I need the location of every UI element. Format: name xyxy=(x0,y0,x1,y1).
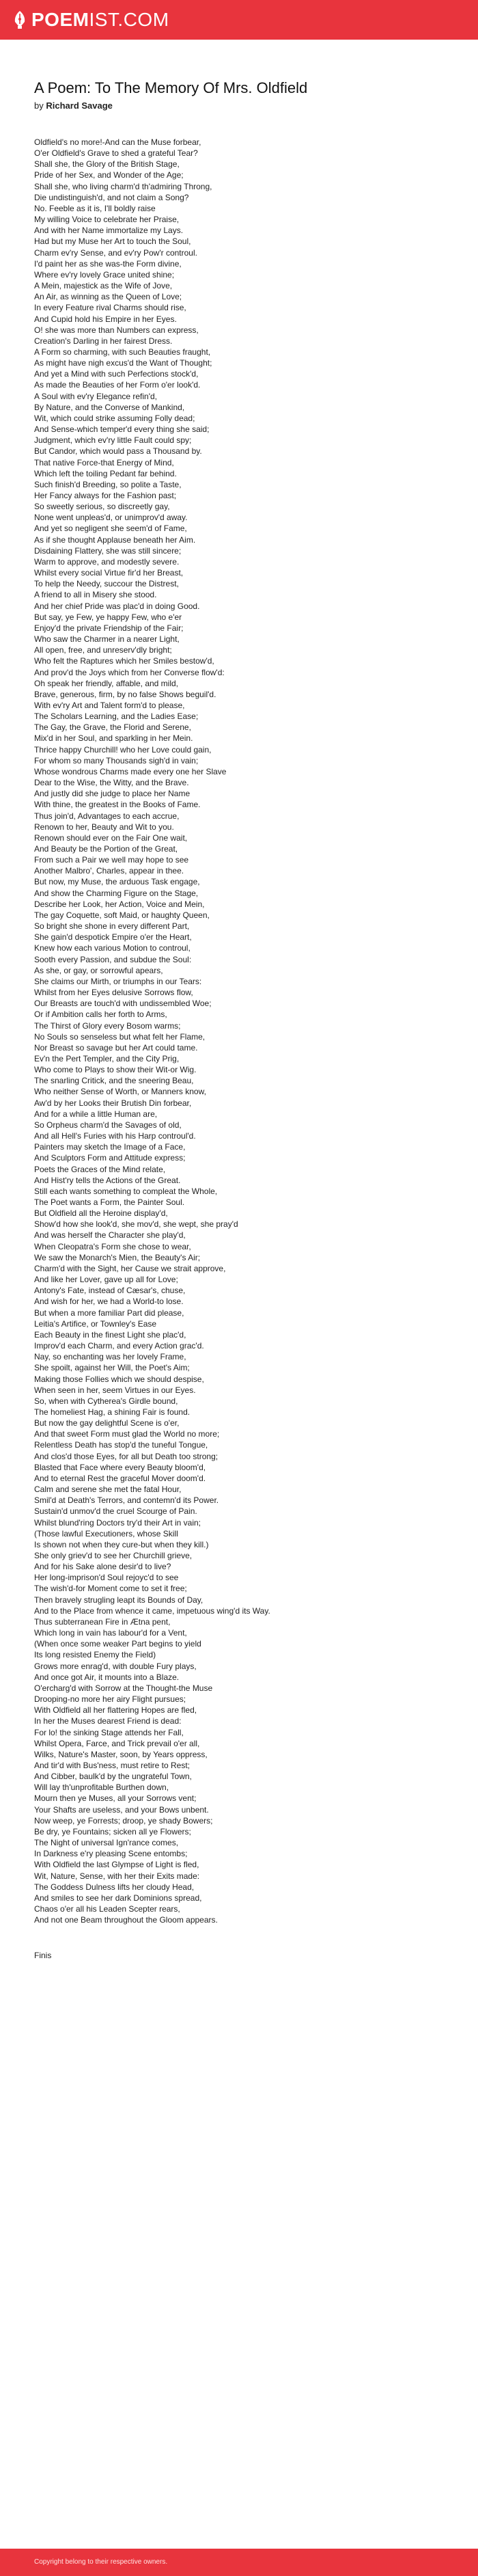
poem-line: In every Feature rival Charms should rise, xyxy=(34,303,186,313)
poem-line: In Darkness e'ry pleasing Scene entombs; xyxy=(34,1849,188,1859)
poem-line: Where ev'ry lovely Grace united shine; xyxy=(34,269,175,280)
poem-line: Whilst from her Eyes delusive Sorrows flow, xyxy=(34,988,193,998)
copyright-text: Copyright belong to their respective owners. xyxy=(34,2558,168,2566)
poem-line: Will lay th'unprofitable Burthen down, xyxy=(34,1782,169,1793)
poem-line: Making those Follies which we should despise, xyxy=(34,1374,204,1384)
poem-line: Mourn then ye Muses, all your Sorrows vent; xyxy=(34,1793,197,1804)
poem-line: And was herself the Character she play'd, xyxy=(34,1230,186,1240)
poem-line: Shall she, the Glory of the British Stage, xyxy=(34,159,180,170)
poem-line: Painters may sketch the Image of a Face, xyxy=(34,1142,186,1152)
poem-line: Whilst every social Virtue fir'd her Breast, xyxy=(34,568,184,578)
poem-line: And all Hell's Furies with his Harp controul'd. xyxy=(34,1131,196,1141)
poem-line: So bright she shone in every different Part, xyxy=(34,921,190,932)
poem-line: O'ercharg'd with Sorrow at the Thought-the Muse xyxy=(34,1683,213,1693)
poem-line: Leitia's Artifice, or Townley's Ease xyxy=(34,1318,157,1329)
poem-line: Warm to approve, and modestly severe. xyxy=(34,556,180,567)
poem-line: Chaos o'er all his Leaden Scepter rears, xyxy=(34,1904,180,1914)
poem-line: Thus subterranean Fire in Ætna pent, xyxy=(34,1616,171,1627)
poem-line: But Candor, which would pass a Thousand by. xyxy=(34,446,202,457)
logo-text-bold: POEM xyxy=(31,9,89,30)
poem-line: But Oldfield all the Heroine display'd, xyxy=(34,1208,168,1219)
poem-line: And Hist'ry tells the Actions of the Great. xyxy=(34,1175,181,1185)
poem-line: Creation's Darling in her fairest Dress. xyxy=(34,336,173,346)
poem-line: Who come to Plays to show their Wit-or Wig. xyxy=(34,1065,197,1075)
poem-line: Disdaining Flattery, she was still sincere; xyxy=(34,545,182,556)
poem-line: Her long-imprison'd Soul rejoyc'd to see xyxy=(34,1573,179,1583)
poem-line: But now the gay delightful Scene is o'er, xyxy=(34,1418,180,1428)
poem-line: Nor Breast so savage but her Art could tame. xyxy=(34,1042,198,1053)
poem-line: Describe her Look, her Action, Voice and Mein, xyxy=(34,899,205,909)
poem-line: O'er Oldfield's Grave to shed a grateful Tear? xyxy=(34,148,198,159)
poem-line: A Mein, majestick as the Wife of Jove, xyxy=(34,281,173,291)
poem-line: Whilst blund'ring Doctors try'd their Art in vain; xyxy=(34,1517,201,1528)
poem-line: Our Breasts are touch'd with undissembled Woe; xyxy=(34,999,212,1009)
poem-line: That native Force-that Energy of Mind, xyxy=(34,457,174,467)
poem-line: A Form so charming, with such Beauties fraught, xyxy=(34,347,211,357)
byline xyxy=(34,100,444,111)
poem-line: And tir'd with Bus'ness, must retire to Rest; xyxy=(34,1760,190,1770)
poem-line: Thus join'd, Advantages to each accrue, xyxy=(34,811,180,821)
poem-line: No. Feeble as it is, I'll boldly raise xyxy=(34,203,156,213)
poem-line: When seen in her, seem Virtues in our Eyes. xyxy=(34,1385,196,1395)
poem-line: And Sculptors Form and Attitude express; xyxy=(34,1153,186,1163)
poem-line: Oh speak her friendly, affable, and mild, xyxy=(34,678,179,688)
poem-line: The wish'd-for Moment come to set it free; xyxy=(34,1584,187,1594)
poem-line: So, when with Cytherea's Girdle bound, xyxy=(34,1396,178,1406)
poem-line: Whilst Opera, Farce, and Trick prevail o'er all, xyxy=(34,1738,200,1748)
poem-line: Enjoy'd the private Friendship of the Fair; xyxy=(34,623,184,633)
poem-line: And clos'd those Eyes, for all but Death too strong; xyxy=(34,1451,219,1461)
poem-line: Brave, generous, firm, by no false Shows beguil'd. xyxy=(34,689,216,699)
poem-line: I'd paint her as she was-the Form divine, xyxy=(34,258,182,269)
poem-line: With ev'ry Art and Talent form'd to please, xyxy=(34,700,185,710)
poem-line: And like her Lover, gave up all for Love; xyxy=(34,1275,178,1285)
poem-line: So sweetly serious, so discreetly gay, xyxy=(34,502,170,512)
poem-line: The gay Coquette, soft Maid, or haughty Queen, xyxy=(34,910,210,920)
poem-line: Relentless Death has stop'd the tuneful Tongue, xyxy=(34,1440,208,1450)
poem-line: And once got Air, it mounts into a Blaze. xyxy=(34,1672,180,1682)
poem-line: And with her Name immortalize my Lays. xyxy=(34,226,184,236)
poem-line: She gain'd despotick Empire o'er the Heart, xyxy=(34,932,192,943)
logo-text xyxy=(31,9,169,31)
poem-line: As might have nigh excus'd the Want of Thought; xyxy=(34,358,212,368)
poem-line: So Orpheus charm'd the Savages of old, xyxy=(34,1120,182,1130)
poem-line: Be dry, ye Fountains; sicken all ye Flowers; xyxy=(34,1826,191,1836)
poem-line: We saw the Monarch's Mien, the Beauty's Air; xyxy=(34,1252,201,1262)
poem-line: A friend to all in Misery she stood. xyxy=(34,590,157,600)
poem-line: She spoilt, against her Will, the Poet's Aim; xyxy=(34,1363,190,1373)
poem-line: Dear to the Wise, the Witty, and the Brave. xyxy=(34,778,189,788)
site-footer xyxy=(0,2549,478,2576)
poem-line: Which long in vain has labour'd for a Vent, xyxy=(34,1628,187,1638)
poem-line: Another Malbro', Charles, appear in thee. xyxy=(34,866,184,876)
poem-line: Still each wants something to compleat the Whole, xyxy=(34,1186,218,1196)
poem-line: Grows more enrag'd, with double Fury plays, xyxy=(34,1661,197,1671)
poem-line: Its long resisted Enemy the Field) xyxy=(34,1650,156,1660)
poem-line: Oldfield's no more!-And can the Muse forbear, xyxy=(34,137,201,147)
poem-line: The Goddess Dulness lifts her cloudy Head, xyxy=(34,1882,195,1892)
poem-line: And that sweet Form must glad the World no more; xyxy=(34,1429,220,1439)
poem-line: Aw'd by her Looks their Brutish Din forbear, xyxy=(34,1098,192,1108)
poem-line: Charm ev'ry Sense, and ev'ry Pow'r controul. xyxy=(34,247,197,258)
poem-line: Poets the Graces of the Mind relate, xyxy=(34,1164,166,1174)
poem-line: Such finish'd Breeding, so polite a Taste, xyxy=(34,479,182,489)
poem-line: As made the Beauties of her Form o'er look'd. xyxy=(34,380,201,390)
poem-line: Who felt the Raptures which her Smiles bestow'd, xyxy=(34,656,214,666)
poem-line: And for a while a little Human are, xyxy=(34,1109,158,1119)
poem-line: Sooth every Passion, and subdue the Soul: xyxy=(34,954,192,964)
poem-body xyxy=(34,137,444,1925)
poem-line: Knew how each various Motion to controul, xyxy=(34,943,191,953)
poem-line: And justly did she judge to place her Name xyxy=(34,789,191,799)
poem-line: Calm and serene she met the fatal Hour, xyxy=(34,1484,182,1495)
poem-line: Sustain'd unmov'd the cruel Scourge of Pain. xyxy=(34,1506,197,1517)
poem-line: The Poet wants a Form, the Painter Soul. xyxy=(34,1197,185,1207)
poem-line: And not one Beam throughout the Gloom appears. xyxy=(34,1915,218,1925)
poem-line: But say, ye Few, ye happy Few, who e'er xyxy=(34,612,182,622)
poem-title: A Poem: To The Memory Of Mrs. Oldfield xyxy=(34,79,308,96)
poem-line: Which left the toiling Pedant far behind. xyxy=(34,468,177,478)
poem-line: As if she thought Applause beneath her Aim. xyxy=(34,534,196,545)
poem-line: (Those lawful Executioners, whose Skill xyxy=(34,1528,178,1538)
poem-line: A Soul with ev'ry Elegance refin'd, xyxy=(34,391,158,401)
poem-line: Pride of her Sex, and Wonder of the Age; xyxy=(34,170,184,180)
by-label: by xyxy=(34,100,44,111)
poem-line: Your Shafts are useless, and your Bows unbent. xyxy=(34,1804,209,1815)
poem-line: When Cleopatra's Form she chose to wear, xyxy=(34,1241,191,1251)
poem-line: Drooping-no more her airy Flight pursues; xyxy=(34,1694,186,1705)
poem-line: And to eternal Rest the graceful Mover doom'd. xyxy=(34,1473,206,1483)
poem-line: With thine, the greatest in the Books of Fame. xyxy=(34,800,201,810)
poem-line: Who saw the Charmer in a nearer Light, xyxy=(34,634,180,645)
poem-line: Wit, which could strike assuming Folly dead; xyxy=(34,413,195,423)
poem-line: For lo! the sinking Stage attends her Fall, xyxy=(34,1727,184,1737)
poem-line: Then bravely strugling leapt its Bounds of Day, xyxy=(34,1595,203,1605)
poem-line: Blasted that Face where every Beauty bloom'd, xyxy=(34,1462,206,1472)
poem-line: She only griev'd to see her Churchill grieve, xyxy=(34,1551,193,1560)
poem-line: The snarling Critick, and the sneering Beau, xyxy=(34,1076,194,1086)
poem-content xyxy=(34,79,444,1961)
poem-line: Ev'n the Pert Templer, and the City Prig, xyxy=(34,1053,180,1063)
poem-line: Or if Ambition calls her forth to Arms, xyxy=(34,1009,167,1020)
poem-line: Each Beauty in the finest Light she plac'd, xyxy=(34,1329,186,1340)
poem-line: Thrice happy Churchill! who her Love could gain, xyxy=(34,744,212,755)
poem-line: Nay, so enchanting was her lovely Frame, xyxy=(34,1352,186,1362)
poem-line: With Oldfield all her flattering Hopes are fled, xyxy=(34,1705,197,1716)
poem-line: She claims our Mirth, or triumphs in our Tears: xyxy=(34,976,202,986)
poem-line: Judgment, which ev'ry little Fault could spy; xyxy=(34,435,192,446)
poem-line: Shall she, who living charm'd th'admiring Throng, xyxy=(34,181,212,191)
poem-finis: Finis xyxy=(34,1951,52,1961)
poem-line: From such a Pair we well may hope to see xyxy=(34,855,189,865)
poem-line: And for his Sake alone desir'd to live? xyxy=(34,1562,171,1572)
poem-line: (When once some weaker Part begins to yield xyxy=(34,1639,201,1649)
poem-line: Wit, Nature, Sense, with her their Exits made: xyxy=(34,1871,200,1881)
poem-line: The Night of universal Ign'rance comes, xyxy=(34,1838,179,1848)
poem-line: The Thirst of Glory every Bosom warms; xyxy=(34,1020,181,1031)
poem-line: Her Fancy always for the Fashion past; xyxy=(34,491,177,500)
poem-line: Improv'd each Charm, and every Action grac'd. xyxy=(34,1341,204,1351)
poem-line: Mix'd in her Soul, and sparkling in her Mein. xyxy=(34,733,193,744)
poem-line: Whose wondrous Charms made every one her Slave xyxy=(34,766,227,776)
poem-line: O! she was more than Numbers can express, xyxy=(34,325,199,335)
poem-line: The Scholars Learning, and the Ladies Ease; xyxy=(34,711,199,722)
poem-line: And Sense-which temper'd every thing she said; xyxy=(34,424,210,435)
quill-pen-icon xyxy=(12,10,27,29)
poem-line: With Oldfield the last Glympse of Light is fled, xyxy=(34,1860,199,1870)
poem-line: The homeliest Hag, a shining Fair is found. xyxy=(34,1407,191,1417)
poem-line: And yet a Mind with such Perfections stock'd, xyxy=(34,369,199,379)
poem-line: For whom so many Thousands sigh'd in vain; xyxy=(34,755,199,765)
poem-line: And to the Place from whence it came, impetuous wing'd its Way. xyxy=(34,1605,270,1616)
poem-line: Is shown not when they cure-but when they kill.) xyxy=(34,1539,209,1549)
poem-line: And Cupid hold his Empire in her Eyes. xyxy=(34,314,177,324)
poem-line: And show the Charming Figure on the Stage, xyxy=(34,888,199,898)
poem-line: Charm'd with the Sight, her Cause we strait approve, xyxy=(34,1263,226,1273)
poem-line: Had but my Muse her Art to touch the Soul, xyxy=(34,236,191,247)
poem-line: But now, my Muse, the arduous Task engage, xyxy=(34,877,200,887)
poem-line: And smiles to see her dark Dominions spread, xyxy=(34,1893,202,1903)
poem-line: Now weep, ye Forrests; droop, ye shady Bowers; xyxy=(34,1815,213,1826)
poem-line: The Gay, the Grave, the Florid and Serene, xyxy=(34,722,191,733)
poem-line: And wish for her, we had a World-to lose. xyxy=(34,1297,184,1307)
poem-line: And prov'd the Joys which from her Converse flow'd: xyxy=(34,667,225,677)
poem-line: And Beauty be the Portion of the Great, xyxy=(34,844,178,854)
poem-line: And her chief Pride was plac'd in doing Good. xyxy=(34,601,200,611)
logo-text-thin: IST.COM xyxy=(89,9,169,30)
poem-line: And yet so negligent she seem'd of Fame, xyxy=(34,524,187,534)
poem-line: Antony's Fate, instead of Cæsar's, chuse, xyxy=(34,1286,186,1296)
poem-line: And Cibber, baulk'd by the ungrateful Town, xyxy=(34,1772,192,1782)
poem-line: None went unpleas'd, or unimprov'd away. xyxy=(34,513,188,523)
poem-line: No Souls so senseless but what felt her Flame, xyxy=(34,1031,206,1042)
poem-line: By Nature, and the Converse of Mankind, xyxy=(34,402,185,412)
site-logo[interactable] xyxy=(12,9,169,31)
poem-line: Smil'd at Death's Terrors, and contemn'd its Power. xyxy=(34,1495,219,1506)
poem-line: Wilks, Nature's Master, soon, by Years oppress, xyxy=(34,1749,208,1759)
poem-line: Renown should ever on the Fair One wait, xyxy=(34,832,188,843)
poem-line: In her the Muses dearest Friend is dead: xyxy=(34,1716,182,1726)
poem-line: Die undistinguish'd, and not claim a Song? xyxy=(34,192,189,202)
poem-line: My willing Voice to celebrate her Praise, xyxy=(34,215,180,225)
site-header xyxy=(0,0,478,40)
poem-line: To help the Needy, succour the Distrest, xyxy=(34,579,179,589)
poem-line: But when a more familiar Part did please, xyxy=(34,1307,184,1318)
poem-line: An Air, as winning as the Queen of Love; xyxy=(34,292,182,302)
author-link[interactable]: Richard Savage xyxy=(46,100,113,111)
poem-line: Renown to her, Beauty and Wit to you. xyxy=(34,822,174,832)
poem-line: Show'd how she look'd, she mov'd, she wept, she pray'd xyxy=(34,1219,238,1230)
poem-line: Who neither Sense of Worth, or Manners know, xyxy=(34,1087,206,1097)
poem-line: As she, or gay, or sorrowful apears, xyxy=(34,965,163,975)
poem-line: All open, free, and unreserv'dly bright; xyxy=(34,645,172,655)
